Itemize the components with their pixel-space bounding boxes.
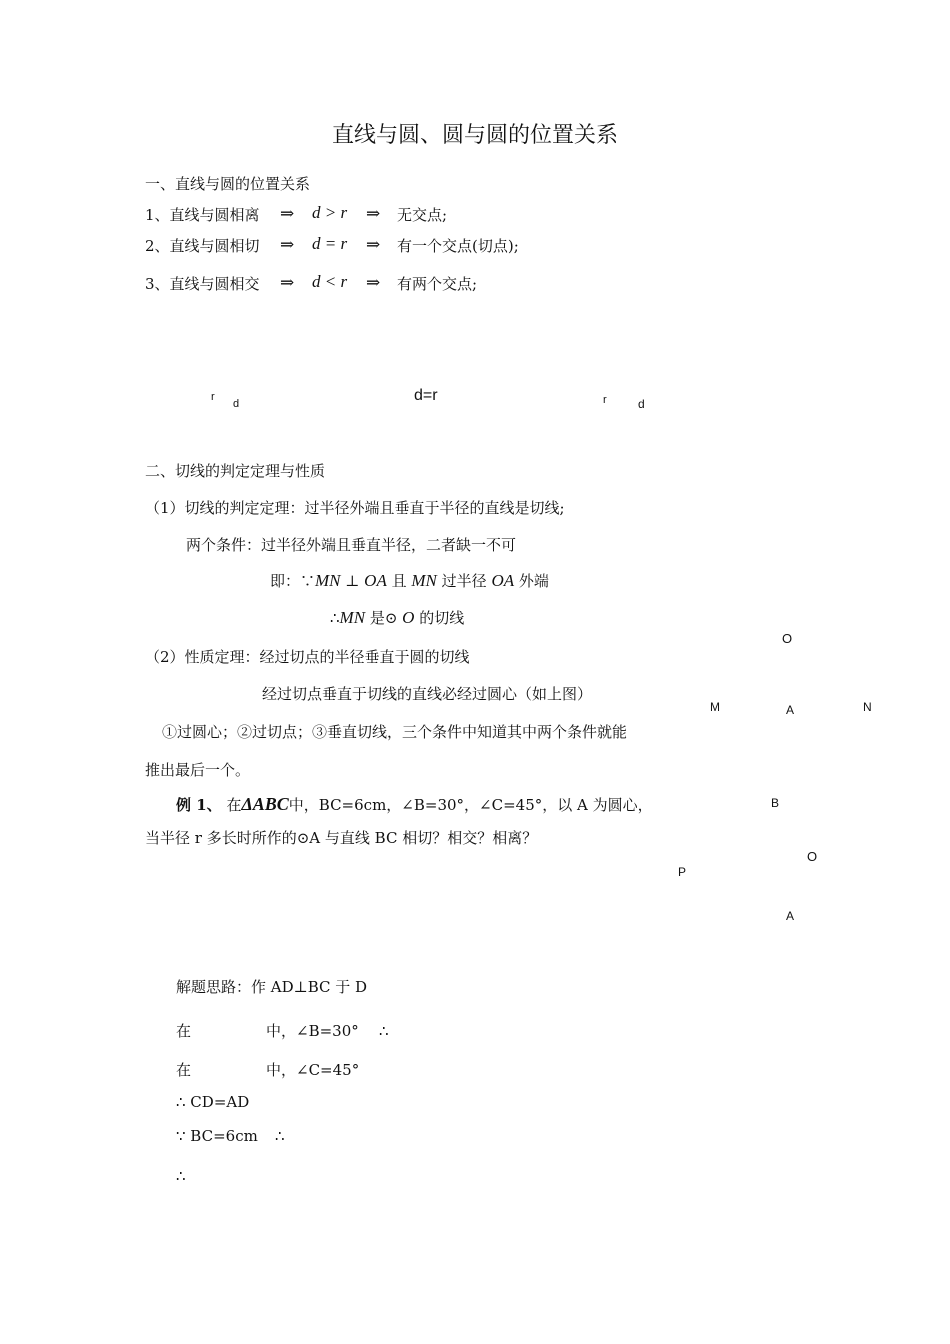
diagram-label-m: M (710, 700, 720, 714)
fig1-r-label: r (211, 391, 215, 403)
row2-formula: d = r (312, 234, 348, 253)
fig3-r-label: r (603, 394, 607, 406)
solution-line-2-therefore: ∴ (379, 1022, 389, 1040)
mn-1: MN (315, 571, 341, 590)
three-conditions-end: 推出最后一个。 (145, 761, 251, 779)
solution-line-6: ∴ (176, 1167, 186, 1185)
section1-heading: 一、直线与圆的位置关系 (145, 175, 311, 193)
mn-2: MN (411, 571, 437, 590)
through-text: 过半径 (436, 572, 492, 590)
conclusion-line (330, 608, 464, 628)
page-title: 直线与圆、圆与圆的位置关系 (331, 123, 618, 148)
o-symbol: O (402, 608, 415, 627)
solution-line-2-in: 在 (176, 1022, 192, 1040)
fig2-dr-label: d=r (414, 387, 438, 404)
tangent-text: 的切线 (414, 609, 465, 627)
row3-formula: d < r (312, 272, 348, 291)
fig3-d-label: d (638, 397, 645, 411)
mn-3: MN (339, 608, 366, 627)
row1-result: 无交点; (397, 206, 448, 224)
therefore-lead: ∴ (330, 609, 340, 627)
end-text: 外端 (514, 572, 549, 590)
solution-line-1: 解题思路：作 AD⊥BC 于 D (176, 978, 368, 996)
solution-line-3-in: 在 (176, 1061, 192, 1079)
diagram-label-a1: A (786, 703, 795, 717)
solution-line-5-since: ∵ BC=6cm (176, 1127, 258, 1145)
theorem-formula-line (270, 571, 549, 591)
row3-prefix: 3、直线与圆相交 (145, 275, 260, 293)
since-lead: 即：∵ (270, 572, 316, 590)
solution-line-5-therefore: ∴ (275, 1127, 285, 1145)
fig1-d-label: d (233, 398, 240, 410)
example-label: 例 1、 (176, 796, 222, 814)
diagram-label-o2: O (807, 849, 818, 864)
example-in: 在 (226, 796, 242, 814)
diagram-label-a2: A (786, 909, 795, 923)
property-theorem: （2）性质定理：经过切点的半径垂直于圆的切线 (145, 648, 470, 666)
row3-arrow2: ⇒ (366, 273, 381, 293)
diagram-label-b: B (771, 796, 780, 810)
example-line-2: 当半径 r 多长时所作的⊙A 与直线 BC 相切？相交？相离？ (145, 829, 538, 847)
section2-heading: 二、切线的判定定理与性质 (145, 462, 326, 480)
row1-arrow2: ⇒ (366, 204, 381, 224)
and-text: 且 (386, 572, 412, 590)
solution-line-2-mid: 中，∠B=30° (266, 1022, 359, 1040)
example-text-1: 中，BC=6cm，∠B=30°，∠C=45°，以 A 为圆心， (288, 796, 653, 814)
row3-arrow: ⇒ (280, 273, 295, 293)
solution-line-3-mid: 中，∠C=45° (266, 1061, 360, 1079)
row2-result: 有一个交点(切点); (397, 237, 519, 255)
example-line-1 (176, 794, 653, 815)
is-circle-text: 是⊙ (365, 609, 403, 627)
row2-arrow2: ⇒ (366, 235, 381, 255)
judgement-theorem: （1）切线的判定定理：过半径外端且垂直于半径的直线是切线; (145, 499, 565, 517)
oa-1: OA (364, 571, 387, 590)
oa-2: OA (491, 571, 515, 590)
row1-prefix: 1、直线与圆相离 (145, 206, 260, 224)
row1-arrow: ⇒ (280, 204, 295, 224)
perp-sign: ⊥ (340, 572, 365, 590)
row3-result: 有两个交点; (397, 275, 478, 293)
solution-line-4: ∴ CD=AD (176, 1093, 250, 1111)
triangle-abc: ΔABC (241, 794, 289, 814)
diagram-label-n: N (863, 700, 872, 714)
property-corollary: 经过切点垂直于切线的直线必经过圆心（如上图） (262, 685, 593, 703)
diagram-label-p: P (678, 865, 687, 879)
three-conditions: ①过圆心；②过切点；③垂直切线，三个条件中知道其中两个条件就能 (162, 723, 628, 741)
row1-formula: d > r (312, 203, 348, 222)
row2-prefix: 2、直线与圆相切 (145, 237, 260, 255)
row2-arrow: ⇒ (280, 235, 295, 255)
diagram-label-o1: O (782, 631, 793, 646)
two-conditions: 两个条件：过半径外端且垂直半径，二者缺一不可 (186, 536, 517, 554)
